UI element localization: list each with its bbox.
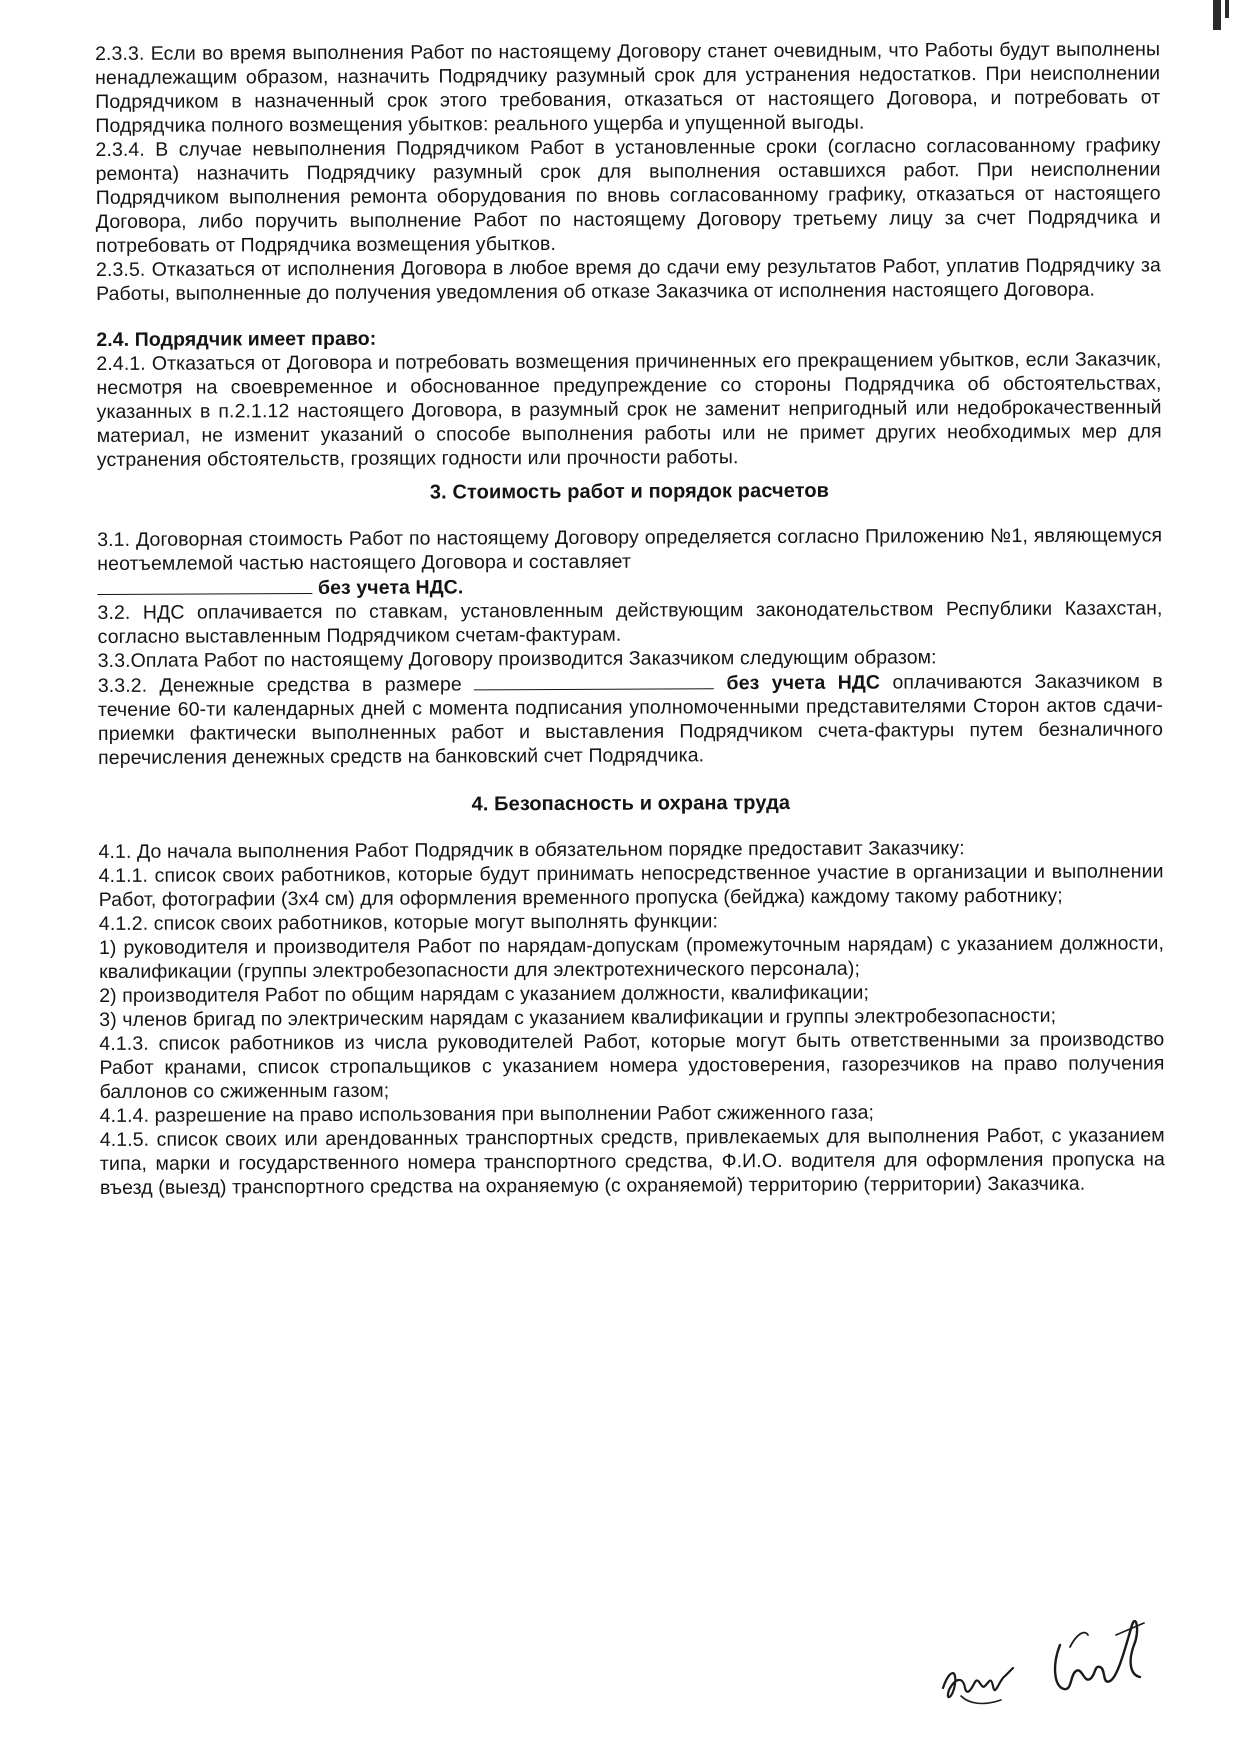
scan-edge-mark: [1225, 0, 1229, 18]
clause-3-3-2-bold: без учета НДС: [726, 671, 881, 695]
clause-2-3-4: 2.3.4. В случае невыполнения Подрядчиком Работ в установленные сроки (согласно согласованному графику ремонта) назначить Подрядчику разумный срок для выполнения оставшихся работ. При неисполнении Подрядчиком выполнения ремонта оборудования по вновь согласованному графику, отказаться от настоящего Договора, либо поручить выполнение Работ по настоящему Договору третьему лицу за счет Подрядчика и потребовать от Подрядчика возмещения убытков.: [95, 134, 1161, 257]
clause-4-1-5: 4.1.5. список своих или арендованных транспортных средств, привлекаемых для выполнения Работ, с указанием типа, марки и государственного номера транспортного средства, Ф.И.О. водителя для оформления пропуска на въезд (выезд) транспортного средства на охраняемую (с охраняемой) территорию (территории) Заказчика.: [99, 1124, 1165, 1199]
clause-4-1-2-item-3: 3) членов бригад по электрическим нарядам с указанием квалификации и группы электробезопасности;: [99, 1004, 1057, 1031]
clause-2-3-3: 2.3.3. Если во время выполнения Работ по настоящему Договору станет очевидным, что Работы будут выполнены ненадлежащим образом, назначить Подрядчику разумный срок для устранения недостатков. При неисполнении Подрядчиком в назначенный срок этого требования, отказаться от настоящего Договора, и потребовать от Подрядчика полного возмещения убытков: реального ущерба и упущенной выгоды.: [95, 38, 1161, 137]
signature-2: [1040, 1605, 1160, 1715]
clause-4-1-1: 4.1.1. список своих работников, которые будут принимать непосредственное участие в организации и выполнении Работ, фотографии (3х4 см) для оформления временного пропуска (бейджа) каждому такому работнику;: [98, 860, 1164, 911]
section-3-heading: 3. Стоимость работ и порядок расчетов: [429, 479, 830, 504]
document-page: [95, 37, 1165, 1200]
clause-3-1-text: 3.1. Договорная стоимость Работ по настоящему Договору определяется согласно Приложению №1, являющемуся неотъемлемой частью настоящего Договора и составляет: [97, 524, 1163, 575]
clause-2-4-1: 2.4.1. Отказаться от Договора и потребовать возмещения причиненных его прекращением убытков, если Заказчик, несмотря на своевременное и обоснованное предупреждение со стороны Подрядчика об обстоятельствах, указанных в п.2.1.12 настоящего Договора, в разумный срок не заменит непригодный или недоброкачественный материал, не изменит указаний о способе выполнения работы или не примет других необходимых мер для устранения обстоятельств, грозящих годности или прочности работы.: [96, 348, 1162, 471]
clause-2-3-5: 2.3.5. Отказаться от исполнения Договора в любое время до сдачи ему результатов Работ, уплатив Подрядчику за Работы, выполненные до получения уведомления об отказе Заказчика от исполнения настоящего Договора.: [95, 254, 1162, 305]
clause-3-3-2-start: 3.3.2. Денежные средства в размере: [97, 673, 462, 697]
clause-4-1-2-item-1: 1) руководителя и производителя Работ по нарядам-допускам (промежуточным нарядам) с указанием должности, квалификации (группы электробезопасности для электротехнического персонала);: [98, 932, 1164, 983]
scan-edge-mark: [1213, 0, 1221, 30]
clause-4-1-2: 4.1.2. список своих работников, которые могут выполнять функции:: [98, 910, 719, 935]
clause-4-1-2-item-2: 2) производителя Работ по общим нарядам с указанием должности, квалификации;: [99, 981, 870, 1007]
clause-3-2: 3.2. НДС оплачивается по ставкам, установленным действующим законодательством Республики Казахстан, согласно выставленным Подрядчиком счетам-фактурам.: [97, 597, 1163, 648]
subheading-2-4: 2.4. Подрядчик имеет право:: [96, 327, 377, 351]
signature-1: [935, 1640, 1025, 1720]
section-4-heading: 4. Безопасность и охрана труда: [471, 791, 791, 816]
clause-4-1: 4.1. До начала выполнения Работ Подрядчик в обязательном порядке предоставит Заказчику:: [98, 837, 965, 863]
clause-3-3-2: [98, 668, 1163, 770]
clause-4-1-4: 4.1.4. разрешение на право использования при выполнении Работ сжиженного газа;: [99, 1101, 875, 1127]
clause-3-1-tail: без учета НДС.: [317, 576, 464, 600]
clause-4-1-3: 4.1.3. список работников из числа руководителей Работ, которые могут быть ответственными за производство Работ кранами, список стропальщиков с указанием номера удостоверения, газорезчиков на право получения баллонов со сжиженным газом;: [99, 1028, 1165, 1103]
clause-3-3: 3.3.Оплата Работ по настоящему Договору производится Заказчиком следующим образом:: [97, 646, 937, 672]
clause-3-3-2-rest: оплачиваются Заказчиком в течение 60-ти календарных дней с момента подписания уполномоченными представителями Сторон актов сдачи-приемки фактически выполненных работ и выставления Подрядчиком счета-фактуры путем безналичного перечисления денежных средств на банковский счет Подрядчика.: [97, 670, 1164, 769]
payment-blank: [474, 670, 714, 690]
clause-3-1: [97, 523, 1162, 576]
amount-blank: [97, 575, 312, 595]
